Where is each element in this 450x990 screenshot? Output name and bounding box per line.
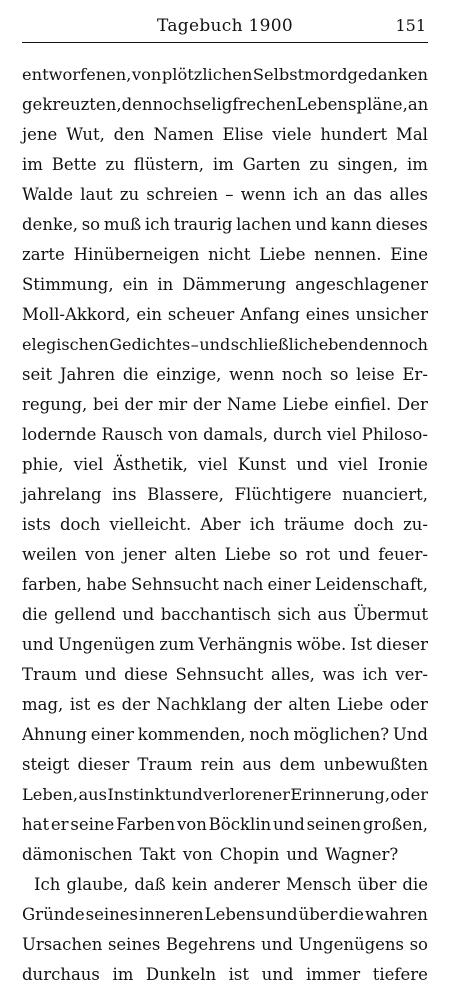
text-line: elegischen Gedichtes – und schließlich eben dennoch: [22, 335, 428, 354]
text-line: phie, viel Ästhetik, viel Kunst und viel Ironie: [22, 455, 428, 474]
text-line: lodernde Rausch von damals, durch viel Philoso-: [22, 425, 428, 444]
text-line: entworfenen, von plötzlichen Selbstmordgedanken: [22, 65, 428, 84]
text-line: hat er seine Farben von Böcklin und seinen großen,: [22, 815, 428, 834]
text-line: regung, bei der mir der Name Liebe einfiel. Der: [22, 395, 428, 414]
running-header: [22, 8, 428, 38]
text-line: steigt dieser Traum rein aus dem unbewußten: [22, 755, 428, 774]
text-line: dämonischen Takt von Chopin und Wagner?: [22, 845, 399, 864]
text-line: Ich glaube, daß kein anderer Mensch über die: [34, 875, 428, 894]
text-line: denke, so muß ich traurig lachen und kann dieses: [22, 215, 428, 234]
text-line: Moll-Akkord, ein scheuer Anfang eines unsicher: [22, 305, 428, 324]
running-title: Tagebuch 1900: [157, 16, 293, 36]
text-line: jahrelang ins Blassere, Flüchtigere nuanciert,: [22, 485, 428, 504]
text-line: Ursachen seines Begehrens und Ungenügens so: [22, 935, 428, 954]
text-line: farben, habe Sehnsucht nach einer Leidenschaft,: [22, 575, 428, 594]
text-line: seit Jahren die einzige, wenn noch so leise Er-: [22, 365, 428, 384]
text-line: Gründe seines inneren Lebens und über die wahren: [22, 905, 428, 924]
page-number: 151: [395, 16, 426, 35]
text-line: die gellend und bacchantisch sich aus Übermut: [22, 605, 428, 624]
text-line: im Bette zu flüstern, im Garten zu singen, im: [22, 155, 428, 174]
text-line: weilen von jener alten Liebe so rot und feuer-: [22, 545, 428, 564]
text-line: ists doch vielleicht. Aber ich träume doch zu-: [22, 515, 428, 534]
text-line: Walde laut zu schreien – wenn ich an das alles: [22, 185, 428, 204]
text-line: Ahnung einer kommenden, noch möglichen? Und: [22, 725, 428, 744]
text-line: und Ungenügen zum Verhängnis wöbe. Ist dieser: [22, 635, 428, 654]
text-line: mag, ist es der Nachklang der alten Liebe oder: [22, 695, 428, 714]
text-line: zarte Hinüberneigen nicht Liebe nennen. Eine: [22, 245, 428, 264]
text-line: gekreuzten, dennoch selig frechen Lebenspläne, an: [22, 95, 429, 114]
text-line: jene Wut, den Namen Elise viele hundert Mal: [22, 125, 428, 144]
text-line: Stimmung, ein in Dämmerung angeschlagener: [22, 275, 428, 294]
body-text: [22, 60, 428, 990]
text-line: Traum und diese Sehnsucht alles, was ich ver-: [22, 665, 428, 684]
text-line: Leben, aus Instinkt und verlorener Erinnerung, oder: [22, 785, 428, 804]
book-page: [22, 8, 429, 984]
text-line: durchaus im Dunkeln ist und immer tiefere: [22, 965, 428, 984]
header-rule: [22, 42, 428, 43]
